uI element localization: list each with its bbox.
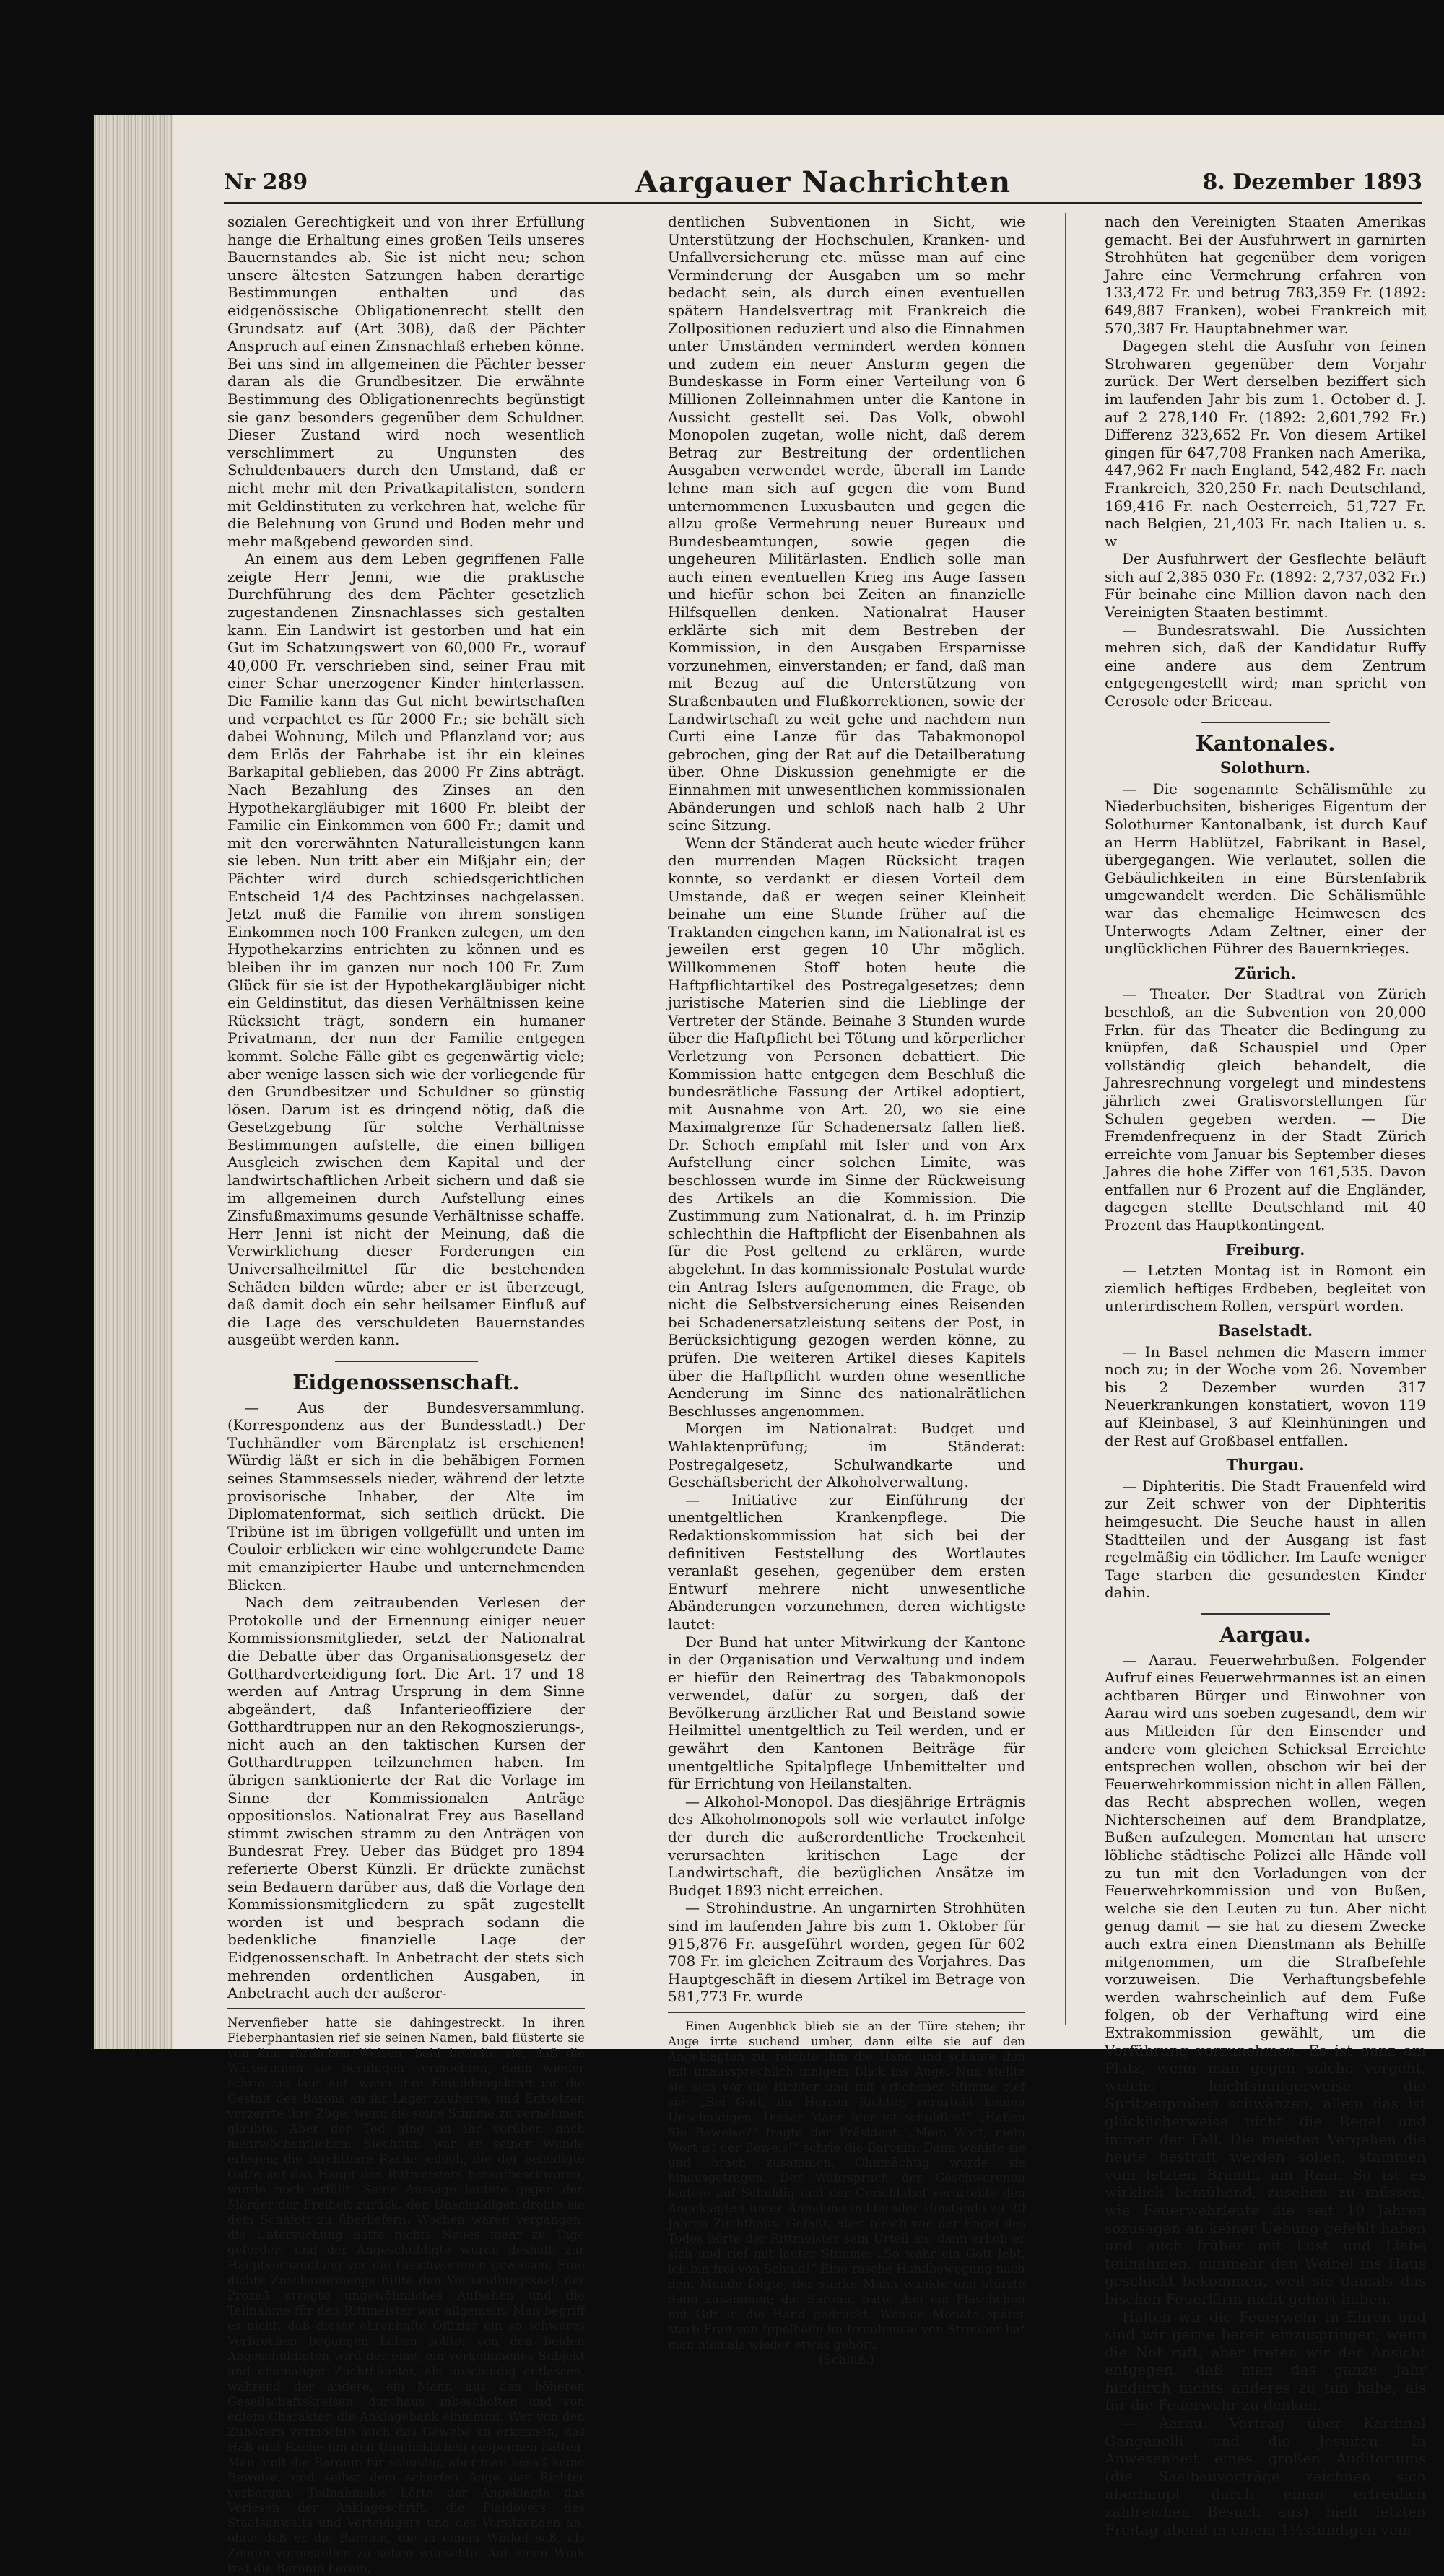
book-page-edge [94,115,173,2049]
page-number: Nr 289 [224,170,308,195]
article-paragraph: — Initiative zur Einführung der unentgeltlichen Krankenpflege. Die Redaktionskommission hat sich bei der definitiven Feststellung des Wortlautes veranlaßt gesehen, gegenüber dem ersten Entwurf mehrere nicht unwesentliche Abänderungen vorzunehmen, deren wichtigste lautet: [668,1490,1025,1633]
feuilleton-rule [668,2012,1025,2013]
canton-news: — Theater. Der Stadtrat von Zürich beschloß, an die Subvention von 20,000 Frkn. für das Theater die Bedingung zu knüpfen, daß Schauspiel und Oper vollständig gleich behandelt, die Jahresrechnung vorgelegt und mindestens jährlich zwei Gratisvorstellungen für Schulen gegeben werden. — Die Fremdenfrequenz in der Stadt Zürich erreichte vom Januar bis September dieses Jahres die hohe Ziffer von 161,535. Davon entfallen nur 6 Prozent auf die Engländer, dagegen stellte Deutschland mit 40 Prozent das Hauptkontingent. [1105,985,1426,1234]
article-paragraph: — Aarau. Vortrag über Kardinal Ganganelli und die Jesuiten. In Anwesenheit eines großen Auditoriums (die Saalbauvorträge zeichnen sich überhaupt durch einen erfreulich zahlreichen Besuch aus) hielt letzten Freitag abend in einem 1½stündigen vom [1105,2414,1426,2538]
column-divider [1065,213,1066,2025]
article-paragraph: — Strohindustrie. An ungarnirten Strohhüten sind im laufenden Jahre bis zum 1. Oktober für 915,876 Fr. ausgeführt worden, gegen für 602 708 Fr. im gleichen Zeitraum des Vorjahres. Das Hauptgeschäft in diesem Artikel im Betrage von 581,773 Fr. wurde [668,1899,1025,2006]
article-paragraph: — Aus der Bundesversammlung. (Korrespondenz aus der Bundesstadt.) Der Tuchhändler vom Bärenplatz ist erschienen! Würdig läßt er sich in die behäbigen Formen seines Stammsessels nieder, während der letzte provisorische Inhaber, der Alte im Diplomatenformat, sich seitlich drückt. Die Tribüne ist im übrigen vollgefüllt und unten im Couloir erblicken wir eine wohlgerundete Dame mit emanzipierter Haube und unternehmenden Blicken. [227,1398,585,1594]
section-title-eidgenossenschaft: Eidgenossenschaft. [292,1370,520,1394]
article-paragraph: An einem aus dem Leben gegriffenen Falle zeigte Herr Jenni, wie die praktische Durchführung des dem Pächter gesetzlich zugestandenen Zinsnachlasses sich gestalten kann. Ein Landwirt ist gestorben und hat ein Gut im Schatzungswert von 60,000 Fr., worauf 40,000 Fr. verschrieben sind, seiner Frau mit einer Schar unerzogener Kinder hinterlassen. Die Familie kann das Gut nicht bewirtschaften und verpachtet es für 2000 Fr.; sie behält sich dabei Wohnung, Milch und Pflanzland vor; aus dem Erlös der Fahrhabe ist ihr ein kleines Barkapital geblieben, das 2000 Fr Zins abträgt. Nach Bezahlung des Zinses an den Hypothekargläubiger mit 1600 Fr. bleibt der Familie ein Einkommen von 600 Fr.; damit und mit den vorerwähnten Naturalleistungen kann sie leben. Nun tritt aber ein Mißjahr ein; der Pächter wird durch schiedsgerichtlichen Entscheid 1/4 des Pachtzinses nachgelassen. Jetzt muß die Familie von ihrem sonstigen Einkommen noch 100 Franken zulegen, um den Hypothekarzins entrichten zu können und es bleiben ihr im ganzen nur noch 100 Fr. Zum Glück für sie ist der Hypothekargläubiger nicht ein Geldinstitut, das diesen Verhältnissen keine Rücksicht trägt, sondern ein humaner Privatmann, der nun der Familie entgegen kommt. Solche Fälle gibt es gegenwärtig viele; aber wenige lassen sich wie der vorliegende für den Grundbesitzer und Schuldner so günstig lösen. Darum ist es dringend nötig, daß die Gesetzgebung für solche Verhältnisse Bestimmungen aufstelle, die einen billigen Ausgleich zwischen dem Kapital und der landwirtschaftlichen Arbeit sichern und daß sie im allgemeinen durch Aufstellung eines Zinsfußmaximums gesunde Verhältnisse schaffe. Herr Jenni ist nicht der Meinung, daß die Verwirklichung dieser Forderungen ein Universalheilmittel für die bestehenden Schäden bilden würde; aber er ist überzeugt, daß damit doch ein sehr heilsamer Einfluß auf die Lage des verschuldeten Bauernstandes ausgeübt werden kann. [227,550,585,1349]
article-paragraph: nach den Vereinigten Staaten Amerikas gemacht. Bei der Ausfuhrwert in garnirten Strohhüten hat gegenüber dem vorigen Jahre eine Vermehrung erfahren von 133,472 Fr. und betrug 783,359 Fr. (1892: 649,887 Franken), wobei Frankreich mit 570,387 Fr. Hauptabnehmer war. [1105,213,1426,337]
header-rule [224,202,1422,204]
section-divider [335,1361,478,1362]
section-title-aargau: Aargau. [1219,1622,1311,1647]
article-paragraph: sozialen Gerechtigkeit und von ihrer Erfüllung hange die Erhaltung eines großen Teils unseres Bauernstandes ab. Sie ist nicht neu; schon unsere ältesten Satzungen haben derartige Bestimmungen enthalten und das eidgenössische Obligationenrecht stellt den Grundsatz auf (Art 308), daß der Pächter Anspruch auf einen Zinsnachlaß erheben könne. Bei uns sind im allgemeinen die Pächter besser daran als die Grundbesitzer. Die erwähnte Bestimmung des Obligationenrechts begünstigt sie ganz besonders gegenüber dem Schuldner. Dieser Zustand wird noch wesentlich verschlimmert zu Ungunsten des Schuldenbauers durch den Umstand, daß er nicht mehr mit den Privatkapitalisten, sondern mit Geldinstituten zu verkehren hat, welche für die Belehnung von Grund und Boden mehr und mehr maßgebend geworden sind. [227,213,585,550]
article-paragraph: Dagegen steht die Ausfuhr von feinen Strohwaren gegenüber dem Vorjahr zurück. Der Wert derselben beziffert sich im laufenden Jahr bis zum 1. October d. J. auf 2 278,140 Fr. (1892: 2,601,792 Fr.) Differenz 323,652 Fr. Von diesem Artikel gingen für 647,708 Franken nach Amerika, 447,962 Fr nach England, 542,482 Fr. nach Frankreich, 320,250 Fr. nach Deutschland, 169,416 Fr. nach Oesterreich, 51,727 Fr. nach Belgien, 21,403 Fr. nach Italien u. s. w [1105,337,1426,550]
article-paragraph: Der Bund hat unter Mitwirkung der Kantone in der Organisation und Verwaltung und indem er hiefür den Reinertrag des Tabakmonopols verwendet, dafür zu sorgen, daß der Bevölkerung ärztlicher Rat und Beistand sowie Heilmittel unentgeltlich zu Teil werden, und er gewährt den Kantonen Beiträge für unentgeltliche Spitalpflege Unbemittelter und für Errichtung von Heilanstalten. [668,1633,1025,1793]
feuilleton-text: Einen Augenblick blieb sie an der Türe stehen; ihr Auge irrte suchend umher, dann eilte sie auf den Angeklagten zu, reichte ihm die Hand und schaute ihm mit unaussprechlich innigem Blick ins Auge. Nun stellte sie sich vor die Richter und mit erhobener Stimme rief sie: „Bei Gott, ihr Herren Richter, verurteilt keinen Unschuldigen! Dieser Mann hier ist schuldlos!“ „Haben Sie Beweise?“ fragte der Präsident. „Mein Wort, mein Wort ist der Beweis!“ schrie die Baronin. Dann wankte sie und brach zusammen. Ohnmächtig wurde sie hinausgetragen. Der Wahrspruch der Geschworenen lautete auf Schuldig und der Gerichtshof verurteilte den Angeklagten unter Annahme mildernder Umstände zu 20 Jahren Zuchthaus. Gefaßt, aber bleich wie der Engel des Todes hörte der Rittmeister sein Urteil an, dann erhob er sich und rief mit lauter Stimme: „So wahr ein Gott lebt, ich bin frei von Schuld!“ Eine rasche Handbewegung nach dem Munde folgte, der starke Mann wankte und stürzte dann zusammen; die Baronin hatte ihm ein Fläschchen mit Gift in die Hand gedrückt. Wenige Monate später starb Frau von Ippelheim im Irrenhause; von Streuber hat man niemals wieder etwas gehört. [668,2019,1025,2352]
column-2 [668,213,1026,2367]
article-paragraph: Der Ausfuhrwert der Gesflechte beläuft sich auf 2,385 030 Fr. (1892: 2,737,032 Fr.) Für beinahe eine Million davon nach den Vereinigten Staaten bestimmt. [1105,550,1426,621]
newspaper-page [94,115,1444,2575]
section-divider [1201,722,1330,723]
column-1 [227,213,585,2575]
canton-heading: Baselstadt. [1217,1322,1313,1340]
article-paragraph: Nach dem zeitraubenden Verlesen der Protokolle und der Ernennung einiger neuer Kommissionsmitglieder, setzt der Nationalrat die Debatte über das Organisationsgesetz der Gotthardverteidigung fort. Die Art. 17 und 18 werden auf Antrag Ursprung in dem Sinne abgeändert, daß Infanterieoffiziere der Gotthardtruppen nur an den Rekognoszierungs-, nicht auch an den taktischen Kursen der Gotthardtruppen teilzunehmen haben. Im übrigen sanktionierte der Rat die Vorlage im Sinne der Kommissionalen Anträge oppositionslos. Nationalrat Frey aus Baselland stimmt zwischen stramm zu den Anträgen von Bundesrat Frey. Ueber das Büdget pro 1894 referierte Oberst Künzli. Er drückte zunächst sein Bedauern darüber aus, daß die Vorlage den Kommissionsmitgliedern zu spät zugestellt worden ist und besprach sodann die bedenkliche finanzielle Lage der Eidgenossenschaft. In Anbetracht der stets sich mehrenden ordentlichen Ausgaben, in Anbetracht auch der außeror- [227,1594,585,2002]
feuilleton-text: Nervenfieber hatte sie dahingestreckt. In ihren Fieberphantasien rief sie seinen Namen, bald flüsterte sie von ihm zärtlichen Weisen, bald bettelte sie, daß die Wärterinnen sie beruhigen vermochten, dann wieder schrie sie laut auf, wenn ihre Einbildungskraft ihr die Gestalt des Barons an ihr Lager zauberte, und Entsetzen verzerrte ihre Züge, wenn sie seine Stimme zu vernehmen glaubte. Aber der Tod ging an ihr vorüber, nach mehrwöchentlichem Siechtum war er seiner Wunde erlegen; die furchtbare Rache jedoch, die der beleidigte Gatte auf das Haupt des Rittmeisters heraufbeschworen, wurde noch erfüllt. Seine Aussage lautete gegen den Mörder der Freiheit zurück, den Unschuldigen drohte sie dem Schafott zu überliefern. Wochen waren vergangen; die Untersuchung hatte nichts Neues mehr zu Tage gefördert und der Angeschuldigte wurde deshalb zur Hauptverhandlung vor die Geschworenen gewiesen. Eine dichte Zuschauermenge füllte den Verhandlungssaal; der Prozeß erregte ungewöhnliches Aufsehen und die Teilnahme für den Rittmeister war allgemein. Man begriff es nicht, daß dieser ehrenhafte Offizier ein so schweres Verbrechen begangen haben sollte; von den beiden Angeschuldigten wird der eine, ein verkommenes Subjekt und ehemaliger Zuchthäusler, als unschuldig entlassen, während der andere, ein Mann aus den höheren Gesellschaftskreisen, durchaus unbescholten und von edlem Charakter, die Anklagebank einnimmt. Wer von den Zuhörern vermochte auch das Gewebe zu erkennen, das Haß und Rache um den Unglücklichen gesponnen hatten. Man hielt die Baronin für schuldig, aber man besaß keine Beweise, und selbst dem scharfen Auge der Richter verborgen. Teilnahmslos hörte der Angeklagte das Verlesen der Anklageschrift, die Plaidoyers des Staatsanwalts und Verteidigers und des Vorsitzenden an, ohne daß er die Baronin, die in einem Winkel saß, als Zeugin vorgestellen zu sehen wünschte. Auf einen Wink trat die Baronin herein, [227,2015,585,2575]
section-title-kantonales: Kantonales. [1195,730,1336,756]
canton-heading: Zürich. [1234,964,1296,982]
article-paragraph: dentlichen Subventionen in Sicht, wie Unterstützung der Hochschulen, Kranken- und Unfallversicherung etc. müsse man auf eine Verminderung der Ausgaben um so mehr bedacht sein, als durch einen eventuellen spätern Handelsvertrag mit Frankreich die Zollpositionen reduziert und also die Einnahmen unter Umständen vermindert werden können und zudem ein neuer Ansturm gegen die Bundeskasse in Form einer Verteilung von 6 Millionen Zolleinnahmen unter die Kantone in Aussicht gestellt sei. Das Volk, obwohl Monopolen zugetan, wolle nicht, daß derem Betrag zur Bestreitung der ordentlichen Ausgaben verwendet werde, überall im Lande lehne man sich auf gegen die vom Bund unternommenen Luxusbauten und gegen die allzu große Vermehrung neuer Bureaux und Bundesbeamtungen, sowie gegen die ungeheuren Militärlasten. Endlich solle man auch einen eventuellen Krieg ins Auge fassen und hiefür schon bei Zeiten an finanzielle Hilfsquellen denken. Nationalrat Hauser erklärte sich mit dem Bestreben der Kommission, in den Ausgaben Ersparnisse vorzunehmen, einverstanden; er fand, daß man mit Bezug auf die Unterstützung von Straßenbauten und Flußkorrektionen, sowie der Landwirtschaft zu weit gehe und nachdem nun Curti eine Lanze für das Tabakmonopol gebrochen, ging der Rat auf die Detailberatung über. Ohne Diskussion genehmigte er die Einnahmen mit unwesentlichen kommissionalen Abänderungen und schloß nach halb 2 Uhr seine Sitzung. [668,213,1026,834]
article-paragraph: Halten wir die Feuerwehr in Ehren und sind wir gerne bereit einzuspringen, wenn die Not ruft, aber treten wir der Ansicht entgegen, daß man das ganze Jahr hindurch nichts anderes zu tun habe, als für die Feuerwehr zu denken. [1105,2308,1426,2414]
article-paragraph: — Alkohol-Monopol. Das diesjährige Erträgnis des Alkoholmonopols soll wie verlautet infolge der durch die außerordentliche Trockenheit verursachten kritischen Lage der Landwirtschaft, die bezüglichen Ansätze im Budget 1893 nicht erreichen. [668,1792,1025,1899]
article-paragraph: Morgen im Nationalrat: Budget und Wahlaktenprüfung; im Ständerat: Postregalgesetz, Schulwandkarte und Geschäftsbericht der Alkoholverwaltung. [668,1420,1025,1491]
canton-heading: Thurgau. [1226,1456,1305,1475]
newspaper-title: Aargauer Nachrichten [635,165,1012,199]
canton-heading: Freiburg. [1225,1240,1305,1259]
canton-news: — Letzten Montag ist in Romont ein ziemlich heftiges Erdbeben, begleitet von unterirdischem Rollen, verspürt worden. [1105,1262,1426,1315]
issue-date: 8. Dezember 1893 [1202,170,1422,195]
canton-news: — Diphteritis. Die Stadt Frauenfeld wird zur Zeit schwer von der Diphteritis heimgesucht. Die Seuche haust in allen Stadtteilen und der Ausgang ist fast regelmäßig ein tödlicher. Im Laufe weniger Tage starben die gesundesten Kinder dahin. [1105,1477,1426,1602]
canton-heading: Solothurn. [1219,759,1311,777]
article-paragraph: Wenn der Ständerat auch heute wieder früher den murrenden Magen Rücksicht tragen konnte, so verdankt er diesen Vorteil dem Umstande, daß er wegen seiner Kleinheit beinahe um eine Stunde früher auf die Traktanden eingehen kann, im Nationalrat ist es jeweilen erst gegen 10 Uhr möglich. Willkommenen Stoff boten heute die Haftpflichtartikel des Postregalgesetzes; denn juristische Materien sind die Lieblinge der Vertreter der Stände. Beinahe 3 Stunden wurde über die Haftpflicht bei Tötung und körperlicher Verletzung von Personen debattiert. Die Kommission hatte entgegen dem Beschluß die bundesrätliche Fassung der Artikel adoptiert, mit Ausnahme von Art. 20, wo sie eine Maximalgrenze für Schadenersatz fallen ließ. Dr. Schoch empfahl mit Isler und von Arx Aufstellung einer solchen Limite, was beschlossen wurde im Sinne der Rückweisung des Artikels an die Kommission. Die Zustimmung zum Nationalrat, d. h. im Prinzip schlechthin die Haftpflicht der Eisenbahnen als für die Post geltend zu erklären, wurde abgelehnt. In das kommissionale Postulat wurde ein Antrag Islers aufgenommen, die Frage, ob nicht die Selbstversicherung eines Reisenden bei Schadenersatzleistung seitens der Post, in Berücksichtigung gezogen werden könne, zu prüfen. Die weiteren Artikel dieses Kapitels über die Haftpflicht wurden ohne wesentliche Aenderung im Sinne des nationalrätlichen Beschlusses angenommen. [668,834,1025,1420]
canton-news: — In Basel nehmen die Masern immer noch zu; in der Woche vom 26. November bis 2 Dezember wurden 317 Neuerkrankungen konstatiert, wovon 119 auf Kleinbasel, 3 auf Kleinhüningen und der Rest auf Großbasel entfallen. [1105,1342,1426,1449]
section-divider [1201,1613,1330,1615]
article-paragraph: — Aarau. Feuerwehrbußen. Folgender Aufruf eines Feuerwehrmannes ist an einen achtbaren Bürger und Einwohner von Aarau wird uns soeben zugesandt, dem wir aus Mitleiden für den Einsender und andere vom gleichen Schicksal Erreichte entsprechen wollen, obschon wir bei der Feuerwehrkommission nicht in allen Fällen, das Recht absprechen wollen, wegen Nichterscheinen auf dem Brandplatze, Bußen aufzulegen. Momentan hat unsere löbliche städtische Polizei alle Hände voll zu tun mit den Vorladungen von der Feuerwehrkommission und von Bußen, welche sie den Leuten zu tun. Aber nicht genug damit — sie hat zu diesem Zwecke auch extra einen Dienstmann als Behilfe mitgenommen, um die Strafbefehle vorzuweisen. Die Verhaftungsbefehle werden wahrscheinlich auf dem Fuße folgen, ob der Verhaftung wird eine Extrakommission gewählt, um die Vorführung vorzunehmen. Es ist ganz am Platz, wenn man gegen solche vorgeht, welche leichtsinnigerweise die Spritzenproben schwänzen, allein das ist glücklicherweise nicht die Regel und immer der Fall. Die meisten Vergehen die heute bestraft werden sollen, stammen vom letzten Brändli am Rain. So ist es wirklich bemühend, zusehen zu müssen, wie Feuerwehrleute die seit 10 Jahren sozusagen an keiner Uebung gefehlt haben und auch früher mit Lust und Liebe teilnahmen, nunmehr den Weibel ins Haus geschickt bekommen, weil sie damals das bischen Feuerlärm nicht gehört haben. [1105,1651,1426,2308]
feuilleton-rule [227,2008,585,2009]
canton-news: — Die sogenannte Schälismühle zu Niederbuchsiten, bisheriges Eigentum der Solothurner Kantonalbank, ist durch Kauf an Herrn Hablützel, Fabrikant in Basel, übergegangen. Wie verlautet, sollen die Gebäulichkeiten in eine Bürstenfabrik umgewandelt werden. Die Schälismühle war das ehemalige Heimwesen des Unterwogts Adam Zeltner, einer der unglücklichen Führer des Bauernkrieges. [1105,780,1426,958]
article-paragraph: — Bundesratswahl. Die Aussichten mehren sich, daß der Kandidatur Ruffy eine andere aus dem Zentrum entgegengestellt wird; man spricht von Cerosole oder Briceau. [1105,621,1426,710]
page-header [224,165,1422,199]
column-3 [1105,213,1426,2538]
feuilleton-end: (Schluß.) [819,2352,874,2367]
